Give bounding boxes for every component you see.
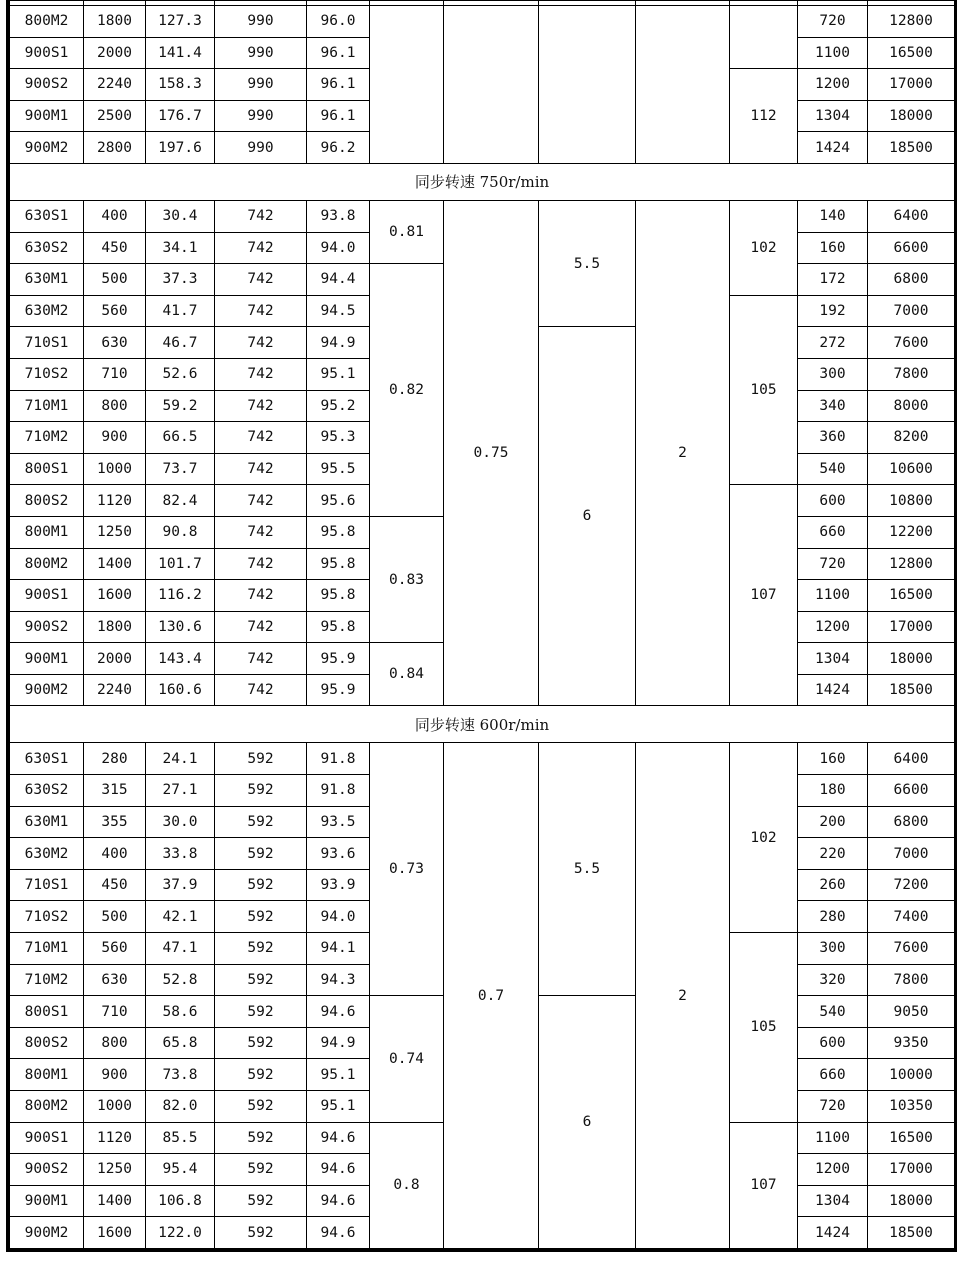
power-cell: 800	[84, 390, 146, 422]
weight-cell: 10350	[868, 1091, 955, 1123]
efficiency-cell: 95.1	[307, 1059, 370, 1091]
col7-cell	[444, 6, 539, 164]
current-cell: 33.8	[146, 838, 215, 870]
weight-cell: 18500	[868, 132, 955, 164]
speed-cell: 742	[215, 611, 307, 643]
efficiency-cell: 94.1	[307, 933, 370, 965]
current-cell: 82.0	[146, 1091, 215, 1123]
efficiency-cell: 95.8	[307, 516, 370, 548]
weight-cell: 6800	[868, 806, 955, 838]
current-cell: 160.6	[146, 674, 215, 706]
section-heading-row	[10, 706, 955, 743]
power-cell: 1000	[84, 1091, 146, 1123]
power-cell: 450	[84, 232, 146, 264]
efficiency-cell: 93.8	[307, 200, 370, 232]
power-cell: 1000	[84, 453, 146, 485]
speed-cell: 592	[215, 1027, 307, 1059]
locked-torque-cell: 1200	[798, 1154, 868, 1186]
power-cell: 1120	[84, 485, 146, 517]
model-cell: 630M1	[10, 806, 84, 838]
current-cell: 82.4	[146, 485, 215, 517]
motor-spec-table	[9, 0, 955, 1249]
col9-cell	[636, 6, 730, 164]
speed-cell: 742	[215, 295, 307, 327]
power-cell: 280	[84, 743, 146, 775]
model-cell: 710S2	[10, 901, 84, 933]
efficiency-cell: 96.1	[307, 100, 370, 132]
current-cell: 158.3	[146, 69, 215, 101]
speed-cell: 592	[215, 806, 307, 838]
efficiency-cell: 95.8	[307, 580, 370, 612]
current-cell: 116.2	[146, 580, 215, 612]
model-cell: 710S1	[10, 869, 84, 901]
weight-cell: 7200	[868, 869, 955, 901]
col8-cell: 6	[539, 327, 636, 706]
col8-cell: 6	[539, 996, 636, 1249]
power-cell: 630	[84, 964, 146, 996]
locked-torque-cell: 600	[798, 485, 868, 517]
locked-torque-cell: 1304	[798, 100, 868, 132]
efficiency-cell: 95.9	[307, 674, 370, 706]
model-cell: 710M1	[10, 390, 84, 422]
weight-cell: 17000	[868, 1154, 955, 1186]
locked-torque-cell: 200	[798, 806, 868, 838]
current-cell: 24.1	[146, 743, 215, 775]
locked-torque-cell: 1304	[798, 1185, 868, 1217]
efficiency-cell: 95.3	[307, 422, 370, 454]
weight-cell: 18000	[868, 100, 955, 132]
weight-cell: 10800	[868, 485, 955, 517]
current-cell: 30.0	[146, 806, 215, 838]
table-row	[10, 6, 955, 38]
speed-cell: 592	[215, 1059, 307, 1091]
model-cell: 900M1	[10, 1185, 84, 1217]
locked-torque-cell: 1100	[798, 37, 868, 69]
efficiency-cell: 93.5	[307, 806, 370, 838]
weight-cell: 7600	[868, 933, 955, 965]
weight-cell: 6400	[868, 200, 955, 232]
speed-cell: 592	[215, 838, 307, 870]
power-cell: 355	[84, 806, 146, 838]
model-cell: 900S2	[10, 611, 84, 643]
current-cell: 34.1	[146, 232, 215, 264]
efficiency-cell: 94.6	[307, 1217, 370, 1249]
model-cell: 800S2	[10, 1027, 84, 1059]
power-factor-cell	[370, 6, 444, 164]
weight-cell: 12800	[868, 548, 955, 580]
locked-torque-cell: 220	[798, 838, 868, 870]
frame-cell: 105	[730, 295, 798, 485]
model-cell: 800M2	[10, 1091, 84, 1123]
efficiency-cell: 95.8	[307, 548, 370, 580]
power-cell: 560	[84, 933, 146, 965]
speed-cell: 592	[215, 996, 307, 1028]
current-cell: 73.7	[146, 453, 215, 485]
power-factor-cell: 0.74	[370, 996, 444, 1122]
efficiency-cell: 96.1	[307, 69, 370, 101]
power-cell: 710	[84, 996, 146, 1028]
model-cell: 800M1	[10, 516, 84, 548]
model-cell: 900S1	[10, 580, 84, 612]
weight-cell: 16500	[868, 1122, 955, 1154]
weight-cell: 18500	[868, 1217, 955, 1249]
model-cell: 710S1	[10, 327, 84, 359]
power-cell: 2000	[84, 643, 146, 675]
model-cell: 800M2	[10, 6, 84, 38]
section-heading-row	[10, 163, 955, 200]
power-factor-cell: 0.73	[370, 743, 444, 996]
locked-torque-cell: 280	[798, 901, 868, 933]
power-cell: 1120	[84, 1122, 146, 1154]
speed-cell: 742	[215, 200, 307, 232]
col8-cell: 5.5	[539, 200, 636, 326]
power-cell: 2240	[84, 69, 146, 101]
current-cell: 130.6	[146, 611, 215, 643]
section-heading: 同步转速 750r/min	[10, 163, 955, 200]
locked-torque-cell: 160	[798, 743, 868, 775]
weight-cell: 17000	[868, 611, 955, 643]
model-cell: 900M1	[10, 100, 84, 132]
model-cell: 630M1	[10, 264, 84, 296]
speed-cell: 592	[215, 1217, 307, 1249]
power-factor-cell: 0.81	[370, 200, 444, 263]
current-cell: 37.3	[146, 264, 215, 296]
efficiency-cell: 93.6	[307, 838, 370, 870]
power-cell: 1600	[84, 1217, 146, 1249]
efficiency-cell: 94.9	[307, 1027, 370, 1059]
locked-torque-cell: 140	[798, 200, 868, 232]
col8-cell: 5.5	[539, 743, 636, 996]
model-cell: 900M2	[10, 674, 84, 706]
model-cell: 710M2	[10, 964, 84, 996]
weight-cell: 7400	[868, 901, 955, 933]
power-cell: 500	[84, 901, 146, 933]
weight-cell: 8200	[868, 422, 955, 454]
locked-torque-cell: 320	[798, 964, 868, 996]
speed-cell: 742	[215, 264, 307, 296]
locked-torque-cell: 360	[798, 422, 868, 454]
current-cell: 141.4	[146, 37, 215, 69]
col7-cell: 0.75	[444, 200, 539, 706]
frame-cell	[730, 6, 798, 69]
speed-cell: 592	[215, 1091, 307, 1123]
power-cell: 1800	[84, 611, 146, 643]
efficiency-cell: 95.9	[307, 643, 370, 675]
efficiency-cell: 94.0	[307, 901, 370, 933]
power-cell: 630	[84, 327, 146, 359]
locked-torque-cell: 340	[798, 390, 868, 422]
power-cell: 400	[84, 838, 146, 870]
weight-cell: 18000	[868, 643, 955, 675]
weight-cell: 9050	[868, 996, 955, 1028]
power-cell: 1400	[84, 1185, 146, 1217]
efficiency-cell: 94.0	[307, 232, 370, 264]
table-body	[10, 1, 955, 1249]
efficiency-cell: 91.8	[307, 743, 370, 775]
power-cell: 2800	[84, 132, 146, 164]
current-cell: 41.7	[146, 295, 215, 327]
model-cell: 630S1	[10, 200, 84, 232]
current-cell: 73.8	[146, 1059, 215, 1091]
weight-cell: 9350	[868, 1027, 955, 1059]
speed-cell: 742	[215, 232, 307, 264]
model-cell: 800M2	[10, 548, 84, 580]
locked-torque-cell: 720	[798, 1091, 868, 1123]
locked-torque-cell: 540	[798, 996, 868, 1028]
current-cell: 176.7	[146, 100, 215, 132]
table-row	[10, 743, 955, 775]
current-cell: 59.2	[146, 390, 215, 422]
power-factor-cell: 0.84	[370, 643, 444, 706]
speed-cell: 592	[215, 933, 307, 965]
speed-cell: 990	[215, 37, 307, 69]
model-cell: 710M1	[10, 933, 84, 965]
speed-cell: 742	[215, 422, 307, 454]
speed-cell: 742	[215, 390, 307, 422]
weight-cell: 12800	[868, 6, 955, 38]
speed-cell: 592	[215, 743, 307, 775]
speed-cell: 742	[215, 516, 307, 548]
current-cell: 46.7	[146, 327, 215, 359]
power-cell: 710	[84, 358, 146, 390]
speed-cell: 592	[215, 1154, 307, 1186]
current-cell: 65.8	[146, 1027, 215, 1059]
model-cell: 710S2	[10, 358, 84, 390]
locked-torque-cell: 1424	[798, 132, 868, 164]
speed-cell: 592	[215, 775, 307, 807]
power-factor-cell: 0.83	[370, 516, 444, 642]
locked-torque-cell: 1200	[798, 69, 868, 101]
efficiency-cell: 94.6	[307, 996, 370, 1028]
col9-cell: 2	[636, 743, 730, 1249]
efficiency-cell: 95.1	[307, 358, 370, 390]
model-cell: 900S1	[10, 37, 84, 69]
locked-torque-cell: 192	[798, 295, 868, 327]
model-cell: 900M2	[10, 1217, 84, 1249]
locked-torque-cell: 1100	[798, 1122, 868, 1154]
model-cell: 900M2	[10, 132, 84, 164]
model-cell: 630S2	[10, 775, 84, 807]
current-cell: 85.5	[146, 1122, 215, 1154]
locked-torque-cell: 660	[798, 1059, 868, 1091]
locked-torque-cell: 1424	[798, 674, 868, 706]
weight-cell: 10000	[868, 1059, 955, 1091]
model-cell: 800M1	[10, 1059, 84, 1091]
efficiency-cell: 96.0	[307, 6, 370, 38]
model-cell: 630S1	[10, 743, 84, 775]
weight-cell: 6600	[868, 775, 955, 807]
locked-torque-cell: 600	[798, 1027, 868, 1059]
efficiency-cell: 94.3	[307, 964, 370, 996]
efficiency-cell: 91.8	[307, 775, 370, 807]
speed-cell: 592	[215, 1185, 307, 1217]
frame-cell: 107	[730, 1122, 798, 1248]
efficiency-cell: 95.5	[307, 453, 370, 485]
power-cell: 560	[84, 295, 146, 327]
locked-torque-cell: 720	[798, 6, 868, 38]
speed-cell: 592	[215, 1122, 307, 1154]
current-cell: 27.1	[146, 775, 215, 807]
efficiency-cell: 95.2	[307, 390, 370, 422]
power-cell: 500	[84, 264, 146, 296]
efficiency-cell: 94.6	[307, 1154, 370, 1186]
current-cell: 30.4	[146, 200, 215, 232]
power-cell: 1400	[84, 548, 146, 580]
model-cell: 710M2	[10, 422, 84, 454]
current-cell: 66.5	[146, 422, 215, 454]
weight-cell: 18500	[868, 674, 955, 706]
speed-cell: 742	[215, 327, 307, 359]
locked-torque-cell: 660	[798, 516, 868, 548]
model-cell: 630S2	[10, 232, 84, 264]
frame-cell: 105	[730, 933, 798, 1123]
model-cell: 900M1	[10, 643, 84, 675]
weight-cell: 7800	[868, 964, 955, 996]
model-cell: 630M2	[10, 838, 84, 870]
efficiency-cell: 94.6	[307, 1185, 370, 1217]
power-cell: 1250	[84, 516, 146, 548]
locked-torque-cell: 300	[798, 933, 868, 965]
weight-cell: 18000	[868, 1185, 955, 1217]
model-cell: 800S2	[10, 485, 84, 517]
col8-cell	[539, 6, 636, 164]
section-heading: 同步转速 600r/min	[10, 706, 955, 743]
table-row	[10, 200, 955, 232]
speed-cell: 742	[215, 674, 307, 706]
weight-cell: 16500	[868, 580, 955, 612]
weight-cell: 10600	[868, 453, 955, 485]
frame-cell: 107	[730, 485, 798, 706]
weight-cell: 8000	[868, 390, 955, 422]
col9-cell: 2	[636, 200, 730, 706]
locked-torque-cell: 160	[798, 232, 868, 264]
current-cell: 42.1	[146, 901, 215, 933]
model-cell: 900S1	[10, 1122, 84, 1154]
power-cell: 2240	[84, 674, 146, 706]
speed-cell: 990	[215, 69, 307, 101]
efficiency-cell: 95.6	[307, 485, 370, 517]
weight-cell: 6400	[868, 743, 955, 775]
model-cell: 800S1	[10, 453, 84, 485]
efficiency-cell: 95.8	[307, 611, 370, 643]
efficiency-cell: 96.1	[307, 37, 370, 69]
efficiency-cell: 95.1	[307, 1091, 370, 1123]
locked-torque-cell: 1304	[798, 643, 868, 675]
model-cell: 630M2	[10, 295, 84, 327]
power-cell: 400	[84, 200, 146, 232]
current-cell: 106.8	[146, 1185, 215, 1217]
weight-cell: 12200	[868, 516, 955, 548]
weight-cell: 17000	[868, 69, 955, 101]
current-cell: 122.0	[146, 1217, 215, 1249]
current-cell: 95.4	[146, 1154, 215, 1186]
power-cell: 2000	[84, 37, 146, 69]
power-cell: 900	[84, 422, 146, 454]
power-cell: 1600	[84, 580, 146, 612]
locked-torque-cell: 1200	[798, 611, 868, 643]
power-cell: 2500	[84, 100, 146, 132]
speed-cell: 742	[215, 453, 307, 485]
locked-torque-cell: 272	[798, 327, 868, 359]
power-cell: 800	[84, 1027, 146, 1059]
weight-cell: 7000	[868, 838, 955, 870]
efficiency-cell: 94.9	[307, 327, 370, 359]
speed-cell: 742	[215, 358, 307, 390]
motor-spec-sheet	[6, 0, 957, 1252]
weight-cell: 6800	[868, 264, 955, 296]
current-cell: 143.4	[146, 643, 215, 675]
speed-cell: 742	[215, 485, 307, 517]
power-cell: 450	[84, 869, 146, 901]
speed-cell: 990	[215, 132, 307, 164]
frame-cell: 102	[730, 743, 798, 933]
power-cell: 1800	[84, 6, 146, 38]
efficiency-cell: 94.4	[307, 264, 370, 296]
weight-cell: 6600	[868, 232, 955, 264]
model-cell: 900S2	[10, 1154, 84, 1186]
col7-cell: 0.7	[444, 743, 539, 1249]
locked-torque-cell: 260	[798, 869, 868, 901]
speed-cell: 990	[215, 6, 307, 38]
current-cell: 37.9	[146, 869, 215, 901]
weight-cell: 7600	[868, 327, 955, 359]
power-cell: 900	[84, 1059, 146, 1091]
speed-cell: 990	[215, 100, 307, 132]
current-cell: 52.8	[146, 964, 215, 996]
speed-cell: 592	[215, 869, 307, 901]
weight-cell: 16500	[868, 37, 955, 69]
speed-cell: 742	[215, 548, 307, 580]
current-cell: 101.7	[146, 548, 215, 580]
locked-torque-cell: 1424	[798, 1217, 868, 1249]
weight-cell: 7000	[868, 295, 955, 327]
speed-cell: 592	[215, 901, 307, 933]
model-cell: 900S2	[10, 69, 84, 101]
current-cell: 127.3	[146, 6, 215, 38]
locked-torque-cell: 720	[798, 548, 868, 580]
current-cell: 90.8	[146, 516, 215, 548]
efficiency-cell: 93.9	[307, 869, 370, 901]
speed-cell: 592	[215, 964, 307, 996]
weight-cell: 7800	[868, 358, 955, 390]
locked-torque-cell: 172	[798, 264, 868, 296]
efficiency-cell: 94.5	[307, 295, 370, 327]
model-cell: 800S1	[10, 996, 84, 1028]
current-cell: 47.1	[146, 933, 215, 965]
frame-cell: 102	[730, 200, 798, 295]
locked-torque-cell: 540	[798, 453, 868, 485]
locked-torque-cell: 300	[798, 358, 868, 390]
power-factor-cell: 0.8	[370, 1122, 444, 1248]
locked-torque-cell: 180	[798, 775, 868, 807]
power-cell: 1250	[84, 1154, 146, 1186]
speed-cell: 742	[215, 580, 307, 612]
locked-torque-cell: 1100	[798, 580, 868, 612]
efficiency-cell: 94.6	[307, 1122, 370, 1154]
current-cell: 52.6	[146, 358, 215, 390]
current-cell: 58.6	[146, 996, 215, 1028]
current-cell: 197.6	[146, 132, 215, 164]
frame-cell: 112	[730, 69, 798, 164]
power-cell: 315	[84, 775, 146, 807]
speed-cell: 742	[215, 643, 307, 675]
efficiency-cell: 96.2	[307, 132, 370, 164]
power-factor-cell: 0.82	[370, 264, 444, 517]
